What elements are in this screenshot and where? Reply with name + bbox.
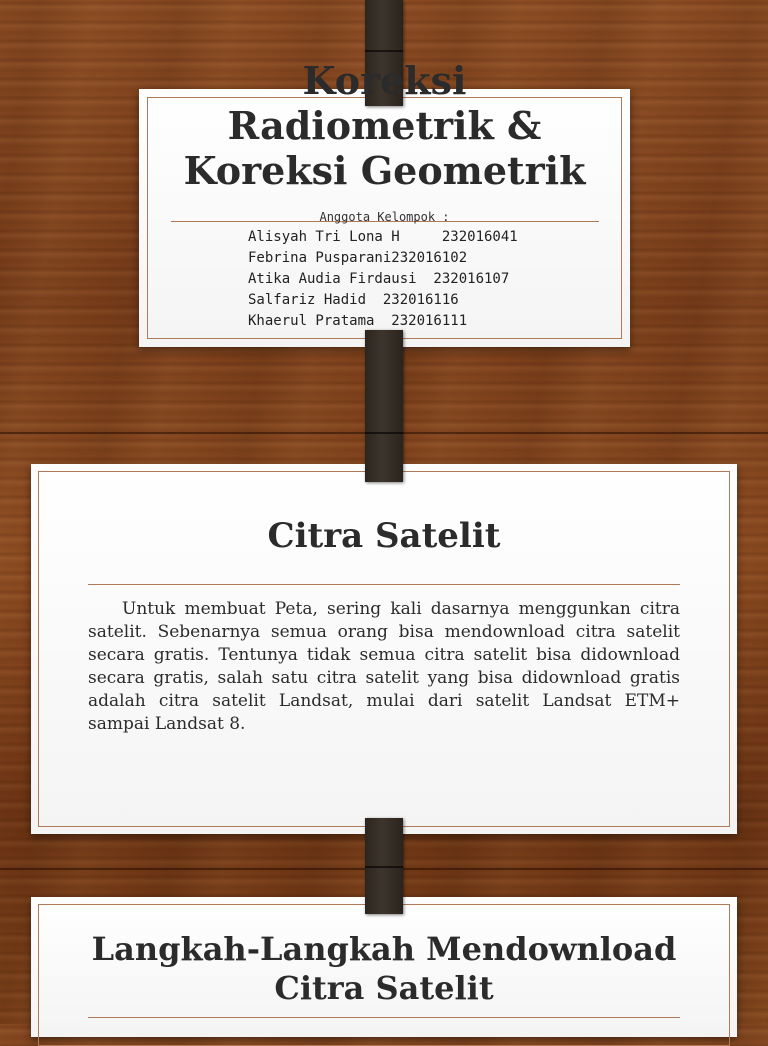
title-line: Koreksi <box>302 58 467 103</box>
hanging-strap <box>365 330 403 482</box>
member-item: Febrina Pusparani232016102 <box>248 250 468 266</box>
hanging-strap <box>365 818 403 914</box>
title-divider <box>88 584 680 585</box>
slide-2-title: Citra Satelit <box>267 516 501 556</box>
title-line: Radiometrik & <box>227 103 542 148</box>
title-line: Koreksi Geometrik <box>183 148 586 193</box>
member-item: Salfariz Hadid 232016116 <box>248 292 459 308</box>
title-line: Langkah-Langkah Mendownload <box>91 930 677 968</box>
content-slide-card <box>31 464 737 834</box>
member-item: Atika Audia Firdausi 232016107 <box>248 271 510 287</box>
member-item: Alisyah Tri Lona H 232016041 <box>248 229 518 245</box>
slide-1-title <box>139 58 630 193</box>
title-divider <box>88 1017 680 1018</box>
member-item: Khaerul Pratama 232016111 <box>248 313 468 329</box>
body-paragraph: Untuk membuat Peta, sering kali dasarnya menggunkan citra satelit. Sebenarnya semua orang bisa mendownload citra satelit secara gratis. Tentunya tidak semua citra satelit bisa didownload secara gratis, salah satu citra satelit yang bisa didownload gratis adalah citra satelit Landsat, mulai dari satelit Landsat ETM+ sampai Landsat 8. <box>88 599 680 734</box>
slide-3-title <box>31 930 737 1008</box>
members-label: Anggota Kelompok : <box>319 210 450 224</box>
title-line: Citra Satelit <box>274 969 494 1007</box>
steps-slide-card <box>31 897 737 1037</box>
